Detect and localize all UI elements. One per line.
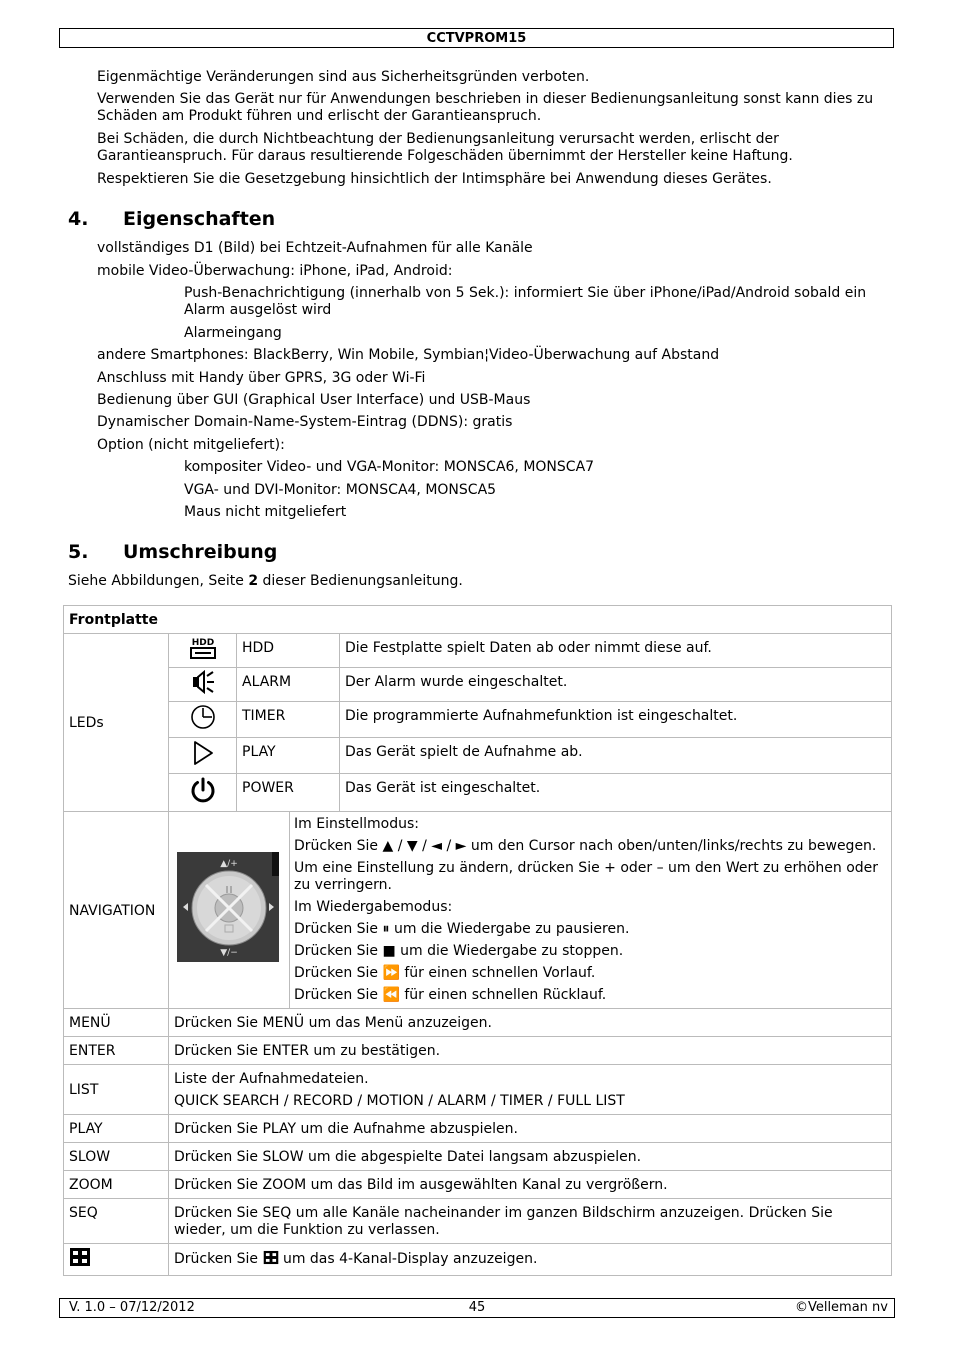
- row-desc: Drücken Sie PLAY um die Aufnahme abzuspielen.: [169, 1115, 892, 1143]
- list-item: mobile Video-Überwachung: iPhone, iPad, Android:: [97, 263, 453, 279]
- version: V. 1.0 – 07/12/2012: [69, 1300, 195, 1315]
- quad-display-icon: [263, 1250, 279, 1268]
- pad-down-label: ▼/−: [220, 947, 238, 958]
- section-number: 5.: [68, 541, 89, 563]
- row-desc: [169, 1065, 892, 1115]
- leds-label: LEDs: [64, 634, 169, 812]
- led-name: POWER: [237, 774, 340, 812]
- section-title: Eigenschaften: [123, 208, 276, 230]
- row-desc: Drücken Sie SEQ um alle Kanäle nacheinander im ganzen Bildschirm anzuzeigen. Drücken Sie wieder, um die Funktion zu verlassen.: [169, 1199, 892, 1244]
- intro-text: dieser Bedienungsanleitung.: [258, 573, 463, 589]
- led-desc: Der Alarm wurde eingeschaltet.: [340, 668, 892, 702]
- list-item: andere Smartphones: BlackBerry, Win Mobile, Symbian¦Video-Überwachung auf Abstand: [97, 347, 720, 363]
- list-item: Dynamischer Domain-Name-System-Eintrag (DDNS): gratis: [97, 414, 513, 430]
- alarm-icon: [169, 668, 237, 702]
- navigation-line: Im Wiedergabemodus:: [294, 899, 453, 915]
- section-heading: [68, 541, 277, 563]
- section-title: Umschreibung: [123, 541, 278, 563]
- led-name: TIMER: [237, 702, 340, 738]
- intro-paragraph: Eigenmächtige Veränderungen sind aus Sicherheitsgründen verboten.: [97, 69, 590, 85]
- led-desc: Das Gerät ist eingeschaltet.: [340, 774, 892, 812]
- led-name: ALARM: [237, 668, 340, 702]
- row-desc: Drücken Sie ENTER um zu bestätigen.: [169, 1037, 892, 1065]
- hdd-icon-text: HDD: [191, 638, 214, 648]
- list-item: Alarmeingang: [184, 325, 282, 341]
- intro-paragraph: Respektieren Sie die Gesetzgebung hinsichtlich der Intimsphäre bei Anwendung dieses Gerätes.: [97, 171, 772, 187]
- navigation-line: Um eine Einstellung zu ändern, drücken Sie + oder – um den Wert zu erhöhen oder zu verringern.: [294, 860, 879, 893]
- section-intro: [68, 573, 858, 590]
- row-label: SLOW: [64, 1143, 169, 1171]
- led-name: HDD: [237, 634, 340, 668]
- section-number: 4.: [68, 208, 89, 230]
- row-desc: Drücken Sie MENÜ um das Menü anzuzeigen.: [169, 1009, 892, 1037]
- page-number: 45: [468, 1300, 486, 1315]
- row-desc-line: QUICK SEARCH / RECORD / MOTION / ALARM / TIMER / FULL LIST: [174, 1093, 625, 1109]
- intro-text: Siehe Abbildungen, Seite: [68, 573, 249, 589]
- led-name: PLAY: [237, 738, 340, 774]
- navigation-line: Drücken Sie ▲ / ▼ / ◄ / ► um den Cursor nach oben/unten/links/rechts zu bewegen.: [294, 838, 877, 854]
- list-item: kompositer Video- und VGA-Monitor: MONSCA6, MONSCA7: [184, 459, 595, 475]
- intro-paragraph: Verwenden Sie das Gerät nur für Anwendungen beschrieben in dieser Bedienungsanleitung sonst kann dies zu Schäden am Produkt führen und erlischt der Garantieanspruch.: [97, 91, 874, 124]
- timer-icon: [169, 702, 237, 738]
- quad-display-icon: [64, 1244, 169, 1276]
- row-desc: Drücken Sie SLOW um die abgespielte Datei langsam abzuspielen.: [169, 1143, 892, 1171]
- navigation-desc: [290, 812, 892, 1009]
- table-caption: Frontplatte: [64, 606, 892, 634]
- quad-desc-text: um das 4-Kanal-Display anzuzeigen.: [278, 1251, 538, 1267]
- row-desc: Drücken Sie ZOOM um das Bild im ausgewählten Kanal zu vergrößern.: [169, 1171, 892, 1199]
- row-label: LIST: [64, 1065, 169, 1115]
- led-desc: Die programmierte Aufnahmefunktion ist eingeschaltet.: [340, 702, 892, 738]
- list-item: VGA- und DVI-Monitor: MONSCA4, MONSCA5: [184, 482, 497, 498]
- navigation-line: Drücken Sie ⏸ um die Wiedergabe zu pausieren.: [294, 921, 630, 937]
- row-label: ZOOM: [64, 1171, 169, 1199]
- list-item: Bedienung über GUI (Graphical User Interface) und USB-Maus: [97, 392, 531, 408]
- row-label: ENTER: [64, 1037, 169, 1065]
- navigation-line: Im Einstellmodus:: [294, 816, 419, 832]
- quad-desc-text: Drücken Sie: [174, 1251, 263, 1267]
- row-desc: [169, 1244, 892, 1276]
- list-item: Anschluss mit Handy über GPRS, 3G oder Wi-Fi: [97, 370, 426, 386]
- led-desc: Das Gerät spielt de Aufnahme ab.: [340, 738, 892, 774]
- row-label: PLAY: [64, 1115, 169, 1143]
- hdd-icon: [169, 634, 237, 668]
- list-item: Maus nicht mitgeliefert: [184, 504, 347, 520]
- navigation-line: Drücken Sie ■ um die Wiedergabe zu stoppen.: [294, 943, 624, 959]
- navigation-line: Drücken Sie ⏩ für einen schnellen Vorlauf.: [294, 965, 596, 981]
- power-icon: [169, 774, 237, 812]
- page-header: CCTVPROM15: [59, 28, 894, 48]
- copyright: ©Velleman nv: [794, 1300, 888, 1315]
- row-label: SEQ: [64, 1199, 169, 1244]
- page-ref: 2: [248, 573, 259, 589]
- navigation-pad-image: [169, 812, 290, 1009]
- list-item: Push-Benachrichtigung (innerhalb von 5 Sek.): informiert Sie über iPhone/iPad/Android sobald ein Alarm ausgelöst wird: [184, 285, 867, 318]
- led-desc: Die Festplatte spielt Daten ab oder nimmt diese auf.: [340, 634, 892, 668]
- list-item: Option (nicht mitgeliefert):: [97, 437, 285, 453]
- page-footer: [59, 1298, 895, 1318]
- pad-up-label: ▲/+: [220, 858, 238, 869]
- row-label: MENÜ: [64, 1009, 169, 1037]
- navigation-line: Drücken Sie ⏪ für einen schnellen Rücklauf.: [294, 987, 607, 1003]
- section-heading: [68, 208, 275, 230]
- intro-paragraph: Bei Schäden, die durch Nichtbeachtung der Bedienungsanleitung verursacht werden, erlischt der Garantieanspruch. Für daraus resultierende Folgeschäden übernimmt der Hersteller keine Haftung.: [97, 131, 793, 164]
- list-item: vollständiges D1 (Bild) bei Echtzeit-Aufnahmen für alle Kanäle: [97, 240, 533, 256]
- front-panel-table: [63, 605, 892, 1276]
- navigation-label: NAVIGATION: [64, 812, 169, 1009]
- play-icon: [169, 738, 237, 774]
- row-desc-line: Liste der Aufnahmedateien.: [174, 1071, 369, 1087]
